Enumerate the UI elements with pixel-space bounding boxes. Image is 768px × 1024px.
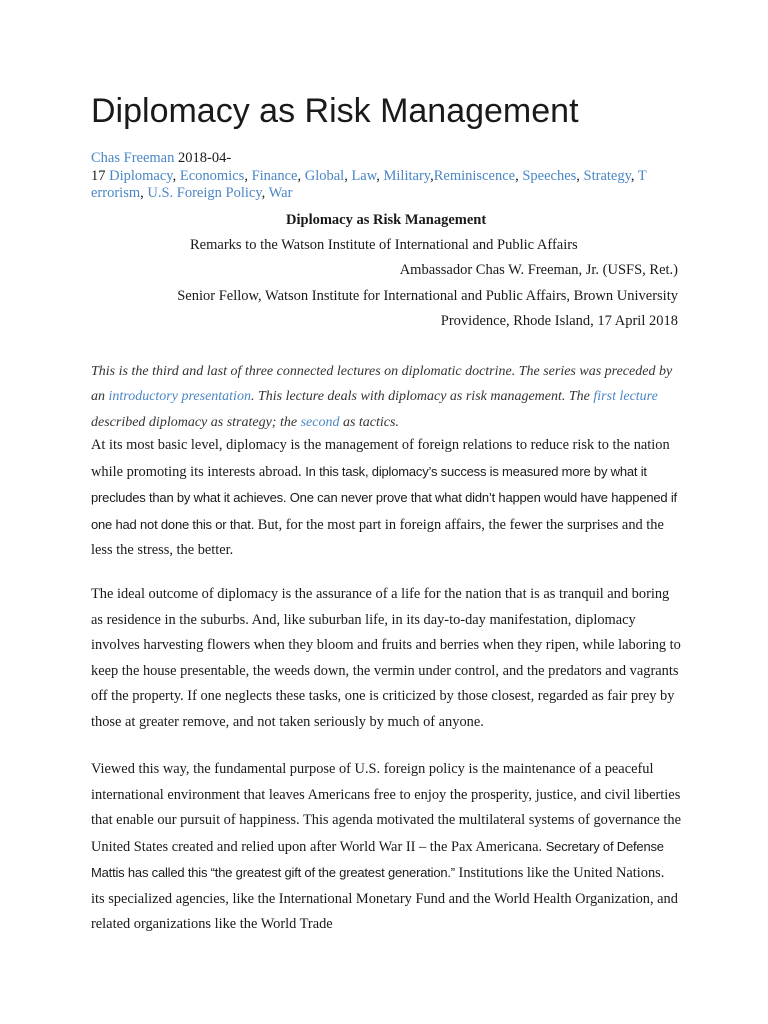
lecture-heading: Diplomacy as Risk Management [286, 212, 487, 228]
page-title: Diplomacy as Risk Management [91, 92, 579, 130]
category-link-strategy[interactable]: Strategy [583, 167, 631, 184]
post-meta: Chas Freeman 2018-04- 17 Diplomacy, Economics, Finance, Global, Law, Military,Reminiscence, Speeches, Strategy, T errorism, U.S. Foreign Policy, War [91, 150, 647, 201]
second-lecture-link[interactable]: second [300, 414, 340, 430]
category-link-reminiscence[interactable]: Reminiscence [433, 167, 516, 184]
category-link-military[interactable]: Military [383, 167, 431, 184]
paragraph-1: At its most basic level, diplomacy is the management of foreign relations to reduce risk to the nation while promoting its interests abroad. In this task, diplomacy’s success is measured more by what it precludes than by what it achieves. One can never prove that what didn’t happen would have happened if one had not done this or that. But, for the most part in foreign affairs, the fewer the surprises and the less the stress, the better. [91, 437, 677, 558]
author-link[interactable]: Chas Freeman [91, 150, 175, 166]
speaker-line: Ambassador Chas W. Freeman, Jr. (USFS, Ret.) [399, 262, 678, 278]
paragraph-3: Viewed this way, the fundamental purpose of U.S. foreign policy is the maintenance of a peaceful international environment that leaves Americans free to enjoy the prosperity, justice, and civil liberties that enable our pursuit of happiness. This agenda motivated the multilateral systems of governance the United States created and relied upon after World War II – the Pax Americana. Secretary of Defense Mattis has called this “the greatest gift of the greatest generation.” Institutions like the United Nations. its specialized agencies, like the International Monetary Fund and the World Health Organization, and related organizations like the World Trade [91, 761, 681, 932]
paragraph-2: The ideal outcome of diplomacy is the assurance of a life for the nation that is as tranquil and boring as residence in the suburbs. And, like suburban life, in its day-to-day manifestation, diplomacy involves harvesting flowers when they bloom and fruits and berries when they ripen, while laboring to keep the house presentable, the weeds down, the vermin under control, and the predators and vagrants off the property. If one neglects these tasks, one is criticized by those closest, regarded as fair prey by those at greater remove, and not taken seriously by much of anyone. [91, 586, 681, 730]
category-link-economics[interactable]: Economics [179, 167, 245, 184]
introductory-presentation-link[interactable]: introductory presentation [108, 389, 251, 405]
category-link-law[interactable]: Law [351, 167, 377, 184]
category-link-finance[interactable]: Finance [251, 167, 298, 184]
affiliation-line: Senior Fellow, Watson Institute for International and Public Affairs, Brown University [177, 288, 678, 304]
category-link-speeches[interactable]: Speeches [522, 167, 577, 184]
category-link-terrorism[interactable]: T errorism [91, 167, 647, 201]
category-link-us-foreign-policy[interactable]: U.S. Foreign Policy [147, 185, 262, 201]
location-date-line: Providence, Rhode Island, 17 April 2018 [440, 313, 678, 329]
intro-note: This is the third and last of three connected lectures on diplomatic doctrine. The series was preceded by an introductory presentation. This lecture deals with diplomacy as risk management. The first lecture described diplomacy as strategy; the second as tactics. [91, 364, 673, 430]
post-date: 2018-04- 17 [91, 150, 232, 184]
category-link-diplomacy[interactable]: Diplomacy [109, 167, 173, 184]
category-link-global[interactable]: Global [304, 167, 345, 184]
lecture-subtitle: Remarks to the Watson Institute of International and Public Affairs [190, 237, 578, 253]
first-lecture-link[interactable]: first lecture [593, 389, 658, 405]
category-link-war[interactable]: War [268, 185, 293, 201]
